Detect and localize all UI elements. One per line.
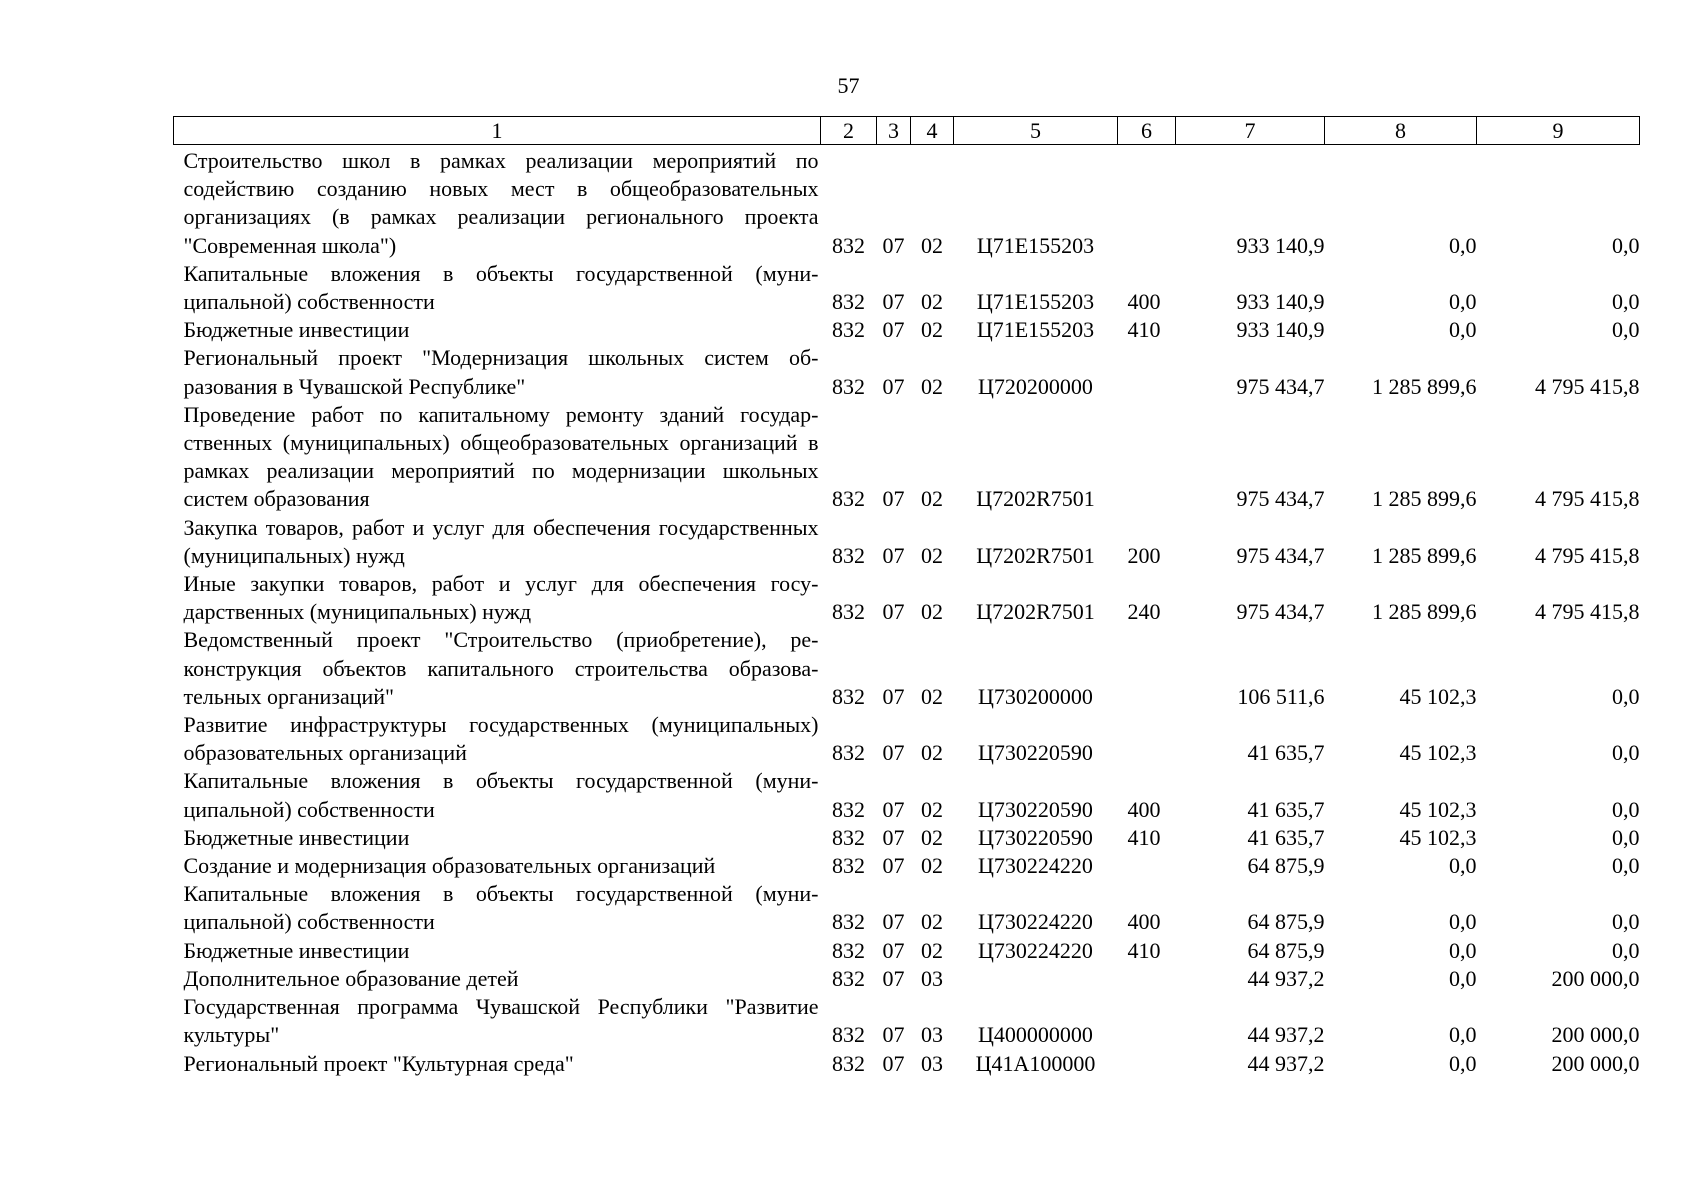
amount-cell-9: 200 000,0	[1551, 1022, 1640, 1048]
amount-cell-8: 0,0	[1449, 232, 1477, 258]
amount-cell-7: 106 511,6	[1237, 683, 1325, 709]
code-cell: 832	[832, 853, 865, 879]
amount-cell-7: 44 937,2	[1247, 1022, 1325, 1048]
amount-cell-7: 933 140,9	[1236, 317, 1325, 343]
table-header	[174, 117, 1640, 145]
target-article-cell: Ц730224220	[978, 853, 1093, 879]
subsection-cell: 03	[921, 965, 943, 991]
amount-cell-7: 975 434,7	[1236, 373, 1325, 399]
subsection-cell: 02	[921, 542, 943, 568]
amount-cell-9: 0,0	[1612, 317, 1640, 343]
amount-cell-7: 64 875,9	[1247, 937, 1325, 963]
amount-cell-8: 45 102,3	[1399, 796, 1477, 822]
section-cell: 07	[882, 796, 905, 822]
target-article-cell: Ц730200000	[978, 683, 1093, 709]
section-cell: 07	[882, 1050, 905, 1076]
table-row	[174, 626, 1640, 711]
code-cell: 832	[832, 599, 865, 625]
amount-cell-9: 0,0	[1612, 232, 1640, 258]
amount-cell-8: 0,0	[1449, 937, 1477, 963]
column-header: 1	[174, 117, 821, 145]
section-cell: 07	[882, 909, 905, 935]
subsection-cell: 02	[921, 289, 943, 315]
amount-cell-9: 4 795 415,8	[1535, 486, 1640, 512]
code-cell: 832	[832, 373, 865, 399]
code-cell: 832	[832, 1022, 865, 1048]
code-cell: 832	[832, 486, 865, 512]
table-row	[174, 570, 1640, 626]
amount-cell-7: 44 937,2	[1247, 965, 1325, 991]
expense-type-cell: 400	[1127, 289, 1161, 315]
row-name-cell: Проведение работ по капитальному ремонту зданий государственных (муниципальных) общеобразовательных организаций в рамках реализации мероприятий по модернизации школьных систем образования	[183, 401, 819, 512]
table-row	[174, 514, 1640, 570]
row-name-cell: Ведомственный проект "Строительство (приобретение), реконструкция объектов капитального строительства образовательных организаций"	[183, 627, 819, 709]
subsection-cell: 02	[921, 317, 943, 343]
code-cell: 832	[832, 824, 865, 850]
section-cell: 07	[882, 599, 905, 625]
code-cell: 832	[832, 909, 865, 935]
section-cell: 07	[882, 853, 905, 879]
table-row	[174, 344, 1640, 400]
target-article-cell: Ц7202R7501	[976, 486, 1095, 512]
column-header: 6	[1118, 117, 1176, 145]
row-name-cell: Закупка товаров, работ и услуг для обеспечения государственных (муниципальных) нужд	[183, 514, 819, 568]
expense-type-cell: 240	[1127, 599, 1161, 625]
section-cell: 07	[882, 232, 905, 258]
amount-cell-9: 4 795 415,8	[1535, 542, 1640, 568]
target-article-cell: Ц730224220	[978, 937, 1093, 963]
row-name-cell: Капитальные вложения в объекты государственной (муниципальной) собственности	[183, 881, 819, 935]
column-header: 8	[1325, 117, 1477, 145]
code-cell: 832	[832, 796, 865, 822]
target-article-cell: Ц7202R7501	[976, 599, 1095, 625]
table-row	[174, 852, 1640, 880]
subsection-cell: 02	[921, 740, 943, 766]
section-cell: 07	[882, 740, 905, 766]
table-row	[174, 993, 1640, 1049]
target-article-cell: Ц730220590	[978, 740, 1093, 766]
amount-cell-9: 0,0	[1612, 289, 1640, 315]
table-row	[174, 824, 1640, 852]
table-row	[174, 767, 1640, 823]
subsection-cell: 02	[921, 683, 943, 709]
section-cell: 07	[882, 373, 905, 399]
table-row	[174, 1050, 1640, 1078]
amount-cell-8: 0,0	[1449, 1022, 1477, 1048]
section-cell: 07	[882, 1022, 905, 1048]
amount-cell-8: 0,0	[1449, 1050, 1477, 1076]
row-name-cell: Бюджетные инвестиции	[183, 937, 410, 963]
subsection-cell: 03	[921, 1050, 943, 1076]
table-body	[174, 145, 1640, 1078]
subsection-cell: 02	[921, 373, 943, 399]
target-article-cell: Ц730220590	[978, 824, 1093, 850]
amount-cell-7: 975 434,7	[1236, 542, 1325, 568]
section-cell: 07	[882, 542, 905, 568]
table-row	[174, 937, 1640, 965]
expense-type-cell: 400	[1127, 909, 1161, 935]
page-number: 57	[837, 73, 860, 98]
section-cell: 07	[882, 289, 905, 315]
table-row	[174, 260, 1640, 316]
amount-cell-7: 44 937,2	[1247, 1050, 1325, 1076]
amount-cell-8: 1 285 899,6	[1372, 542, 1477, 568]
table-row	[174, 711, 1640, 767]
code-cell: 832	[832, 289, 865, 315]
table-row	[174, 880, 1640, 936]
expense-type-cell	[1118, 344, 1176, 400]
amount-cell-9: 0,0	[1612, 824, 1640, 850]
row-name-cell: Строительство школ в рамках реализации мероприятий по содействию созданию новых мест в общеобразовательных организациях (в рамках реализации регионального проекта "Современная школа")	[183, 148, 819, 258]
amount-cell-9: 0,0	[1612, 683, 1640, 709]
code-cell: 832	[832, 937, 865, 963]
amount-cell-7: 975 434,7	[1236, 599, 1325, 625]
section-cell: 07	[882, 965, 905, 991]
amount-cell-7: 41 635,7	[1247, 824, 1325, 850]
code-cell: 832	[832, 740, 865, 766]
amount-cell-9: 0,0	[1612, 853, 1640, 879]
row-name-cell: Иные закупки товаров, работ и услуг для обеспечения государственных (муниципальных) нужд	[183, 571, 819, 625]
row-name-cell: Региональный проект "Культурная среда"	[183, 1050, 574, 1076]
code-cell: 832	[832, 965, 865, 991]
target-article-cell: Ц71Е155203	[976, 289, 1095, 315]
row-name-cell: Создание и модернизация образовательных организаций	[183, 853, 716, 879]
subsection-cell: 02	[921, 909, 943, 935]
amount-cell-7: 975 434,7	[1236, 486, 1325, 512]
column-header: 5	[954, 117, 1118, 145]
amount-cell-9: 0,0	[1612, 937, 1640, 963]
target-article-cell: Ц71Е155203	[976, 317, 1095, 343]
expense-type-cell: 200	[1127, 542, 1161, 568]
amount-cell-9: 200 000,0	[1551, 965, 1640, 991]
amount-cell-9: 4 795 415,8	[1535, 599, 1640, 625]
row-name-cell: Бюджетные инвестиции	[183, 317, 410, 343]
section-cell: 07	[882, 937, 905, 963]
amount-cell-8: 45 102,3	[1399, 740, 1477, 766]
amount-cell-7: 41 635,7	[1247, 796, 1325, 822]
row-name-cell: Дополнительное образование детей	[183, 965, 519, 991]
subsection-cell: 02	[921, 486, 943, 512]
expense-type-cell: 410	[1127, 937, 1161, 963]
expense-type-cell	[1118, 965, 1176, 993]
table-row	[174, 145, 1640, 260]
section-cell: 07	[882, 683, 905, 709]
expense-type-cell: 410	[1127, 824, 1161, 850]
amount-cell-8: 0,0	[1449, 853, 1477, 879]
target-article-cell: Ц7202R7501	[976, 542, 1095, 568]
expense-type-cell	[1118, 1050, 1176, 1078]
column-header: 7	[1176, 117, 1325, 145]
subsection-cell: 02	[921, 853, 943, 879]
target-article-cell: Ц730220590	[978, 796, 1093, 822]
target-article-cell: Ц730224220	[978, 909, 1093, 935]
expense-type-cell: 400	[1127, 796, 1161, 822]
table-row	[174, 316, 1640, 344]
subsection-cell: 03	[921, 1022, 943, 1048]
subsection-cell: 02	[921, 796, 943, 822]
amount-cell-9: 4 795 415,8	[1535, 373, 1640, 399]
amount-cell-9: 200 000,0	[1551, 1050, 1640, 1076]
row-name-cell: Капитальные вложения в объекты государственной (муниципальной) собственности	[183, 768, 819, 822]
amount-cell-7: 64 875,9	[1247, 853, 1325, 879]
row-name-cell: Развитие инфраструктуры государственных (муниципальных) образовательных организаций	[183, 712, 819, 766]
column-header: 9	[1477, 117, 1640, 145]
subsection-cell: 02	[921, 599, 943, 625]
amount-cell-8: 45 102,3	[1399, 683, 1477, 709]
amount-cell-9: 0,0	[1612, 740, 1640, 766]
table-row	[174, 401, 1640, 514]
row-name-cell: Бюджетные инвестиции	[183, 824, 410, 850]
section-cell: 07	[882, 824, 905, 850]
code-cell: 832	[832, 542, 865, 568]
target-article-cell: Ц71Е155203	[976, 232, 1095, 258]
section-cell: 07	[882, 486, 905, 512]
column-header: 4	[911, 117, 954, 145]
amount-cell-7: 64 875,9	[1247, 909, 1325, 935]
expense-type-cell	[1118, 401, 1176, 514]
code-cell: 832	[832, 1050, 865, 1076]
column-header: 2	[821, 117, 877, 145]
amount-cell-9: 0,0	[1612, 796, 1640, 822]
target-article-cell: Ц400000000	[978, 1022, 1093, 1048]
row-name-cell: Капитальные вложения в объекты государственной (муниципальной) собственности	[183, 260, 819, 315]
expense-type-cell	[1118, 711, 1176, 767]
expense-type-cell	[1118, 993, 1176, 1049]
target-article-cell: Ц41А100000	[975, 1050, 1096, 1076]
amount-cell-8: 1 285 899,6	[1372, 373, 1477, 399]
section-cell: 07	[882, 317, 905, 343]
expense-type-cell	[1118, 852, 1176, 880]
amount-cell-8: 0,0	[1449, 965, 1477, 991]
expense-type-cell	[1118, 145, 1176, 260]
expense-type-cell: 410	[1127, 317, 1161, 343]
row-name-cell: Региональный проект "Модернизация школьных систем образования в Чувашской Республике"	[183, 345, 819, 399]
amount-cell-8: 0,0	[1449, 909, 1477, 935]
code-cell: 832	[832, 232, 865, 258]
expense-type-cell	[1118, 626, 1176, 711]
subsection-cell: 02	[921, 824, 943, 850]
code-cell: 832	[832, 317, 865, 343]
amount-cell-7: 933 140,9	[1236, 232, 1325, 258]
amount-cell-8: 45 102,3	[1399, 824, 1477, 850]
amount-cell-8: 0,0	[1449, 317, 1477, 343]
target-article-cell	[954, 965, 1118, 993]
column-header: 3	[877, 117, 911, 145]
amount-cell-8: 1 285 899,6	[1372, 486, 1477, 512]
budget-table	[173, 116, 1640, 1078]
subsection-cell: 02	[921, 232, 943, 258]
amount-cell-8: 0,0	[1449, 289, 1477, 315]
header-row	[174, 117, 1640, 145]
target-article-cell: Ц720200000	[978, 373, 1093, 399]
amount-cell-8: 1 285 899,6	[1372, 599, 1477, 625]
amount-cell-7: 41 635,7	[1247, 740, 1325, 766]
amount-cell-7: 933 140,9	[1236, 289, 1325, 315]
table-row	[174, 965, 1640, 993]
code-cell: 832	[832, 683, 865, 709]
row-name-cell: Государственная программа Чувашской Республики "Развитие культуры"	[183, 994, 819, 1048]
amount-cell-9: 0,0	[1612, 909, 1640, 935]
subsection-cell: 02	[921, 937, 943, 963]
